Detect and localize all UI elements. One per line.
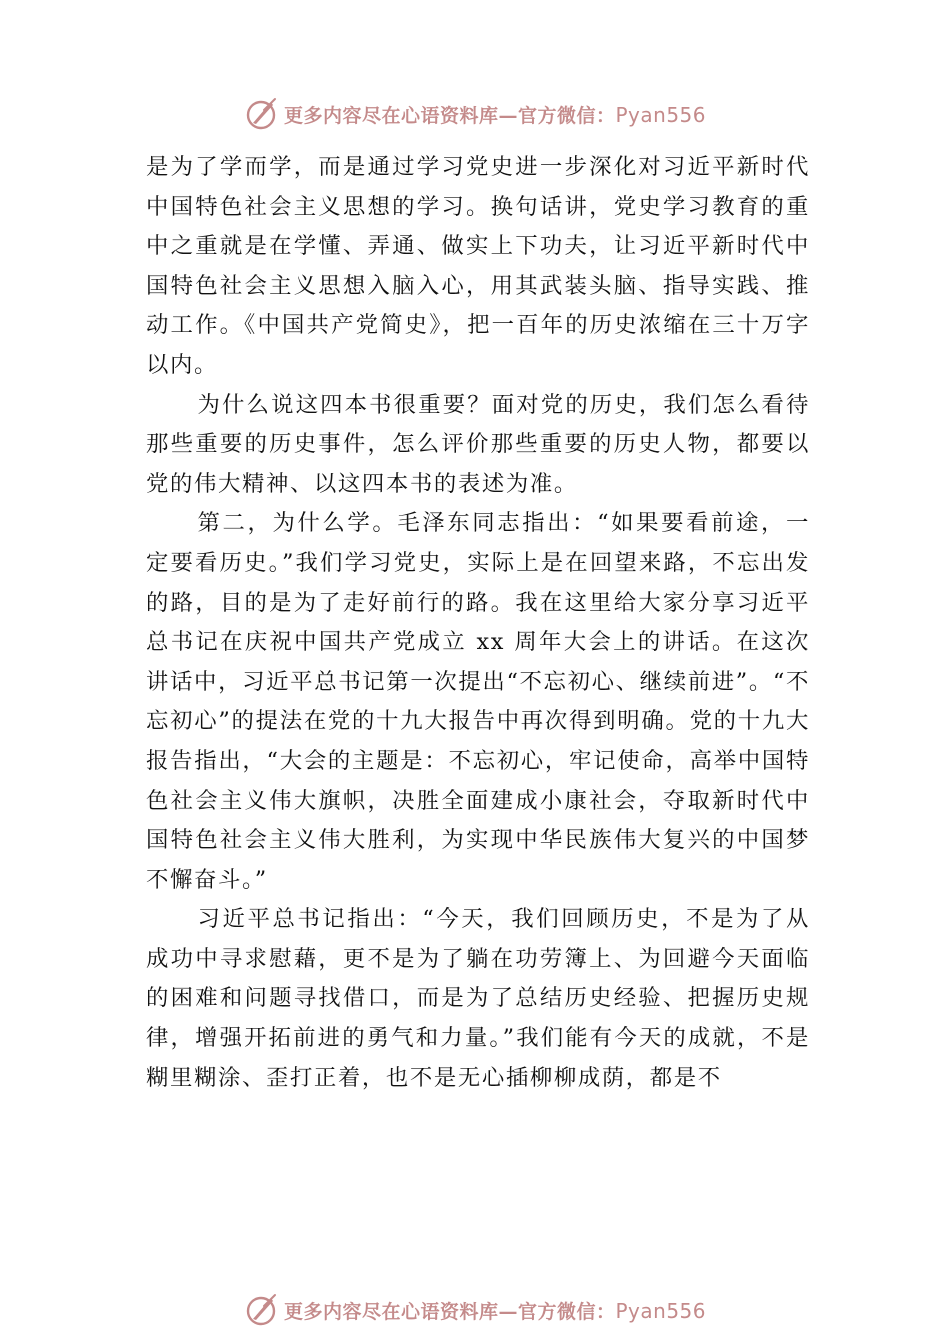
footer-wechat-handle: Pyan556 xyxy=(615,1298,707,1323)
footer-banner-text: 更多内容尽在心语资料库—官方微信：Pyan556 xyxy=(283,1298,707,1323)
quill-logo-icon xyxy=(244,96,280,132)
paragraph-3: 第二，为什么学。毛泽东同志指出：“如果要看前途，一定要看历史。”我们学习党史，实际上是在回望来路，不忘出发的路，目的是为了走好前行的路。我在这里给大家分享习近平总书记在庆祝中国共产党成立 xx 周年大会上的讲话。在这次讲话中，习近平总书记第一次提出“不忘初心、继续前进”。“不忘初心”的提法在党的十九大报告中再次得到明确。党的十九大报告指出，“大会的主题是：不忘初心，牢记使命，高举中国特色社会主义伟大旗帜，决胜全面建成小康社会，夺取新时代中国特色社会主义伟大胜利，为实现中华民族伟大复兴的中国梦不懈奋斗。” xyxy=(146,510,810,893)
footer-banner xyxy=(0,1290,950,1330)
header-wechat-handle: Pyan556 xyxy=(615,102,707,127)
header-banner xyxy=(0,94,950,134)
paragraph-2: 为什么说这四本书很重要？面对党的历史，我们怎么看待那些重要的历史事件，怎么评价那些重要的历史人物，都要以党的伟大精神、以这四本书的表述为准。 xyxy=(146,391,810,497)
quill-logo-icon xyxy=(244,1292,280,1328)
header-banner-text: 更多内容尽在心语资料库—官方微信：Pyan556 xyxy=(283,102,707,127)
paragraph-1: 是为了学而学，而是通过学习党史进一步深化对习近平新时代中国特色社会主义思想的学习。换句话讲，党史学习教育的重中之重就是在学懂、弄通、做实上下功夫，让习近平新时代中国特色社会主义思想入脑入心，用其武装头脑、指导实践、推动工作。《中国共产党简史》，把一百年的历史浓缩在三十万字以内。 xyxy=(146,154,810,378)
document-body xyxy=(146,148,810,1098)
paragraph-4: 习近平总书记指出：“今天，我们回顾历史，不是为了从成功中寻求慰藉，更不是为了躺在功劳簿上、为回避今天面临的困难和问题寻找借口，而是为了总结历史经验、把握历史规律，增强开拓前进的勇气和力量。”我们能有今天的成就，不是糊里糊涂、歪打正着，也不是无心插柳柳成荫，都是不 xyxy=(146,906,810,1091)
